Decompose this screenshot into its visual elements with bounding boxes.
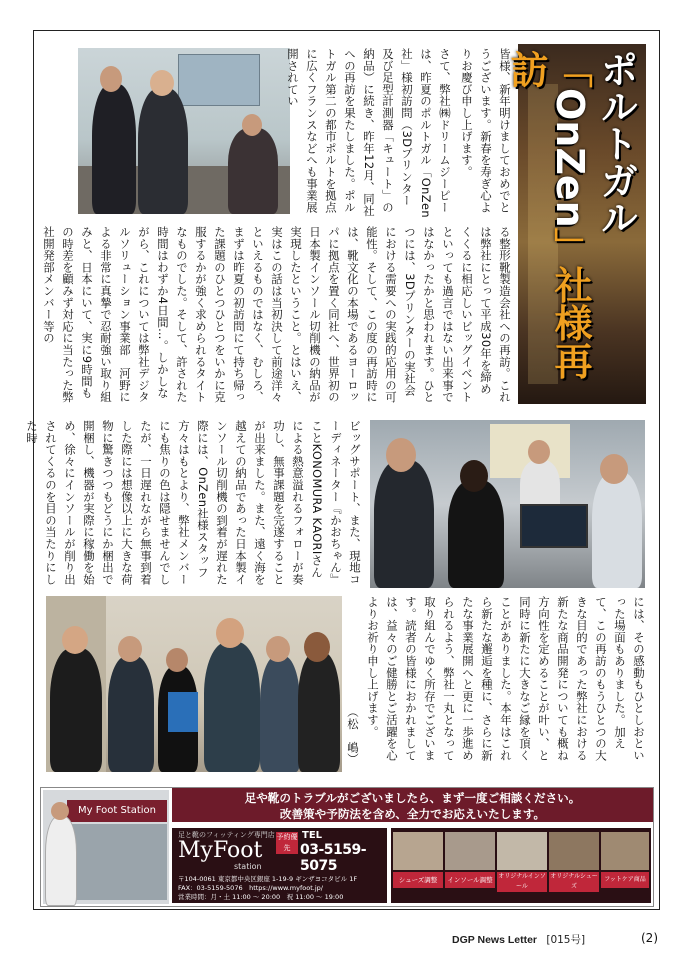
article-col4: ビッグサポート、また、現地コーディネーター『かおちゃん』ことKONOMURA KAORIさんによる熱意溢れるフォローが奏功し、無事課題を完遂することが出来ました。また、遠く海を越えての納品であった日本製インソール切削機の到着が遅れた際には、OnZen社様スタッフ方々はもとより、弊社メンバーにも焦りの色は隠せませんでしたが、一日遅れながら無事到着した際には想像以上に大きな荷物に驚きつつもどうにか梱出で開梱し、機器が実際に稼働を始め、徐々にインソールが削り出されてくるのを目の当たりにした時 — [25, 420, 362, 586]
tel-number[interactable]: 03-5159-5075 — [300, 842, 367, 874]
shop-photo — [43, 790, 169, 904]
service-original-insole: オリジナルインソール — [498, 873, 546, 890]
service-shoe-adjust: シューズ調整 — [393, 872, 443, 888]
ad-fax-web: FAX：03-5159-5076 https://www.myfoot.jp/ — [178, 884, 323, 892]
reserve-badge: 予約優先 — [276, 833, 298, 852]
page-number: (2) — [641, 931, 658, 945]
shop-sign: My Foot Station — [67, 800, 167, 822]
article-col1: 皆様、新年明けましておめでとうございます。新春を寿ぎ心よりお慶び申し上げます。 — [460, 48, 512, 214]
article-col5: には、その感動もひとしおといった場面もありました。加えて、この再訪のもうひとつの大きな目的であった弊社における新たな商品開発についても概ね方向性を定めることが叶い、と同時に新たに大きなご縁を頂くことがありました。本年はこれら新たな邂逅を種に、さらに新たな事業展開へと更に一歩進められるよう、弊社一丸となって取り組んでゆく所存でございます。読者の皆様におかれましては、益々のご健勝とご活躍を心よりお祈り申し上げます。 — [366, 596, 646, 762]
photo-meeting — [370, 420, 645, 588]
logo-small: 足と靴のフィッティング専門店 — [178, 831, 275, 839]
ad-hours: 営業時間：月・土 11:00 〜 20:00 祝 11:00 〜 19:00 — [178, 893, 344, 901]
footer — [452, 932, 585, 947]
article-col3: る整形靴製造会社への再訪。これは弊社にとって平成30年を締めくくるに相応しいビッグイベントといっても過言ではない出来事ではなかったかと思われます。ひとつには、3Dプリンターの実社会における需要への実践的応用の可能性。そして、この度の再訪時には、靴文化の本場であるヨーロッパに拠点を置く同社へ、世界初の日本製インソール切削機の納品が実現したということ。とはいえ、実はこの話は当初決して前途洋々といえるものではなく、むしろ、まずは昨夏の初訪問にて持ち帰った課題のひとつひとつをいかに克服するかが強く求められるタイトなものでした。そして、許された時間はわずか4日間…。しかしながら、これについては弊社デジタルソリューション事業部 河野による非常に真摯で忍耐強い取り組みと、日本にいて、実に9時間もの時差を顧みず対応に当たった弊社開発部メンバー等の — [42, 226, 512, 403]
tel-label: TEL — [302, 830, 323, 841]
advertisement — [40, 787, 654, 907]
title-line1: ポルトガル — [594, 50, 638, 235]
footer-issue: [015号] — [546, 934, 586, 946]
ad-headline2: 改善策や予防法を含め、全力でお応えいたします。 — [279, 807, 546, 821]
article-col3b — [78, 226, 292, 406]
ad-headline — [172, 788, 653, 822]
title-onzen: OnZen — [548, 88, 592, 228]
article-col2: さて、弊社㈱ドリームジーピーは、昨夏のポルトガル「OnZen社」様初訪問（3Dプリンター及び足型計測器「キュート」の納品）に続き、昨年12月、同社への再訪を果たしました。ポルトガル第二の都市ポルトを拠点に広くフランスなどへも事業展開されてい — [286, 48, 452, 219]
photo-greeting — [78, 48, 290, 214]
ad-address: 〒104-0061 東京都中央区銀座 1-19-9 ギンザヨコタビル 1F — [178, 875, 358, 883]
logo-main: MyFoot — [178, 838, 263, 863]
service-footcare: フットケア商品 — [601, 872, 649, 888]
service-original-shoes: オリジナルシューズ — [550, 873, 598, 890]
title-line2: 「OnZen」社様再訪 — [504, 50, 592, 380]
photo-group — [46, 596, 342, 772]
footer-title: DGP News Letter — [452, 934, 537, 946]
services-area — [391, 828, 651, 903]
article-author: （松 嶋） — [346, 706, 360, 765]
service-insole-adjust: インソール調整 — [445, 872, 495, 888]
logo-sub: station — [234, 862, 262, 871]
ad-logo-area — [172, 828, 387, 903]
ad-headline1: 足や靴のトラブルがございましたら、まず一度ご相談ください。 — [244, 791, 581, 805]
title-banner — [504, 44, 646, 404]
